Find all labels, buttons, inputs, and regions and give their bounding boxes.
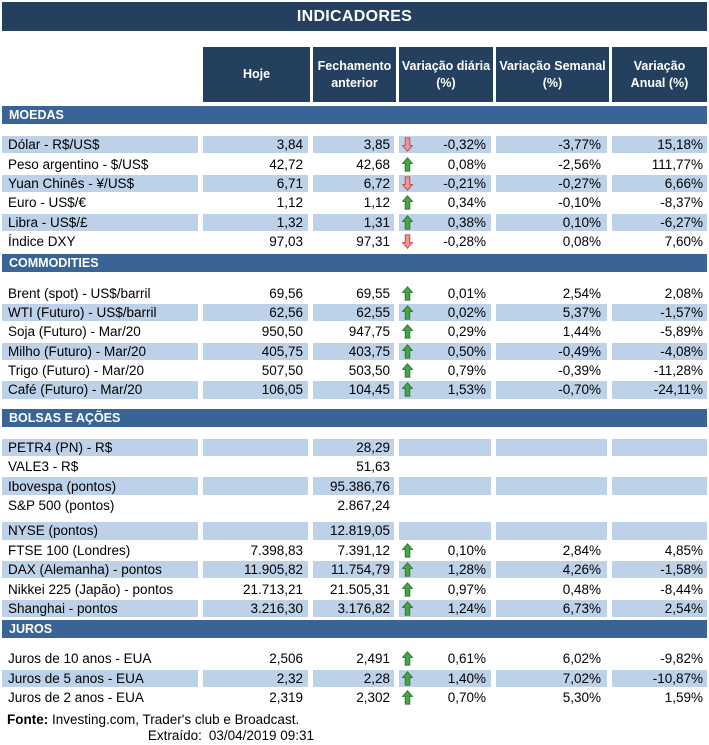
variacao-diaria-value: 0,97% [447, 581, 486, 597]
fechamento-value: 51,63 [313, 458, 399, 475]
report-title: INDICADORES [2, 2, 707, 31]
section-moedas [2, 136, 707, 252]
section-header-commodities: COMMODITIES [2, 254, 707, 272]
variacao-semanal-value: -0,70% [496, 381, 612, 398]
variacao-semanal-value: -0,39% [496, 362, 612, 379]
row-label: FTSE 100 (Londres) [2, 542, 203, 559]
variacao-semanal-value [496, 439, 612, 456]
variacao-anual-value [612, 439, 707, 456]
trend-arrow-icon [402, 690, 414, 706]
variacao-diaria-cell [399, 362, 496, 379]
trend-arrow-icon [402, 601, 414, 617]
row-label: NYSE (pontos) [2, 522, 203, 539]
variacao-diaria-value: 0,08% [447, 156, 486, 172]
row-label: PETR4 (PN) - R$ [2, 439, 203, 456]
variacao-diaria-value: 1,40% [447, 670, 486, 686]
fechamento-value: 503,50 [313, 362, 399, 379]
table-row [2, 343, 707, 362]
variacao-diaria-cell [399, 650, 496, 667]
row-label: Milho (Futuro) - Mar/20 [2, 343, 203, 360]
table-row [2, 323, 707, 342]
trend-arrow-icon [402, 478, 414, 494]
fechamento-value: 21.505,31 [313, 580, 399, 597]
variacao-semanal-value: 2,54% [496, 284, 612, 301]
hoje-value: 405,75 [203, 343, 313, 360]
column-header-variacao-semanal-label: Variação Semanal (%) [499, 59, 606, 90]
variacao-anual-value: 2,08% [664, 285, 703, 301]
variacao-diaria-value: 0,29% [447, 324, 486, 340]
variacao-diaria-cell [399, 304, 496, 321]
variacao-anual-value: -10,87% [612, 670, 707, 687]
hoje-value: 69,56 [203, 284, 313, 301]
fechamento-value: 42,68 [313, 155, 399, 172]
variacao-anual-value: -5,89% [660, 324, 703, 340]
variacao-diaria-cell [399, 670, 496, 687]
fechamento-value: 28,29 [313, 439, 399, 456]
section-header-bolsas-e-acoes: BOLSAS E AÇÕES [2, 409, 707, 427]
fechamento-value: 1,31 [313, 214, 399, 231]
row-label: S&P 500 (pontos) [2, 497, 203, 514]
column-header-variacao-anual-label: Variação Anual (%) [630, 59, 689, 90]
variacao-semanal-value: 0,48% [496, 580, 612, 597]
fechamento-value: 62,55 [313, 304, 399, 321]
table-row [2, 477, 707, 496]
table-row [2, 439, 707, 458]
table-row [2, 650, 707, 669]
variacao-diaria-cell [399, 600, 496, 617]
header-spacer [2, 47, 203, 102]
row-label: Índice DXY [2, 233, 203, 250]
variacao-anual-value: 4,85% [664, 542, 703, 558]
column-header-variacao-diaria-label: Variação diária (%) [401, 59, 491, 90]
variacao-diaria-cell [399, 561, 496, 578]
row-label: VALE3 - R$ [2, 458, 203, 475]
variacao-anual-value: 1,59% [664, 690, 703, 706]
variacao-semanal-value: -3,77% [496, 136, 612, 153]
variacao-anual-value: 2,54% [612, 600, 707, 617]
hoje-value: 1,32 [203, 214, 313, 231]
hoje-value [203, 477, 313, 494]
variacao-anual-value: 7,60% [664, 234, 703, 250]
row-label: Nikkei 225 (Japão) - pontos [2, 580, 203, 597]
section-header-juros: JUROS [2, 620, 707, 638]
variacao-diaria-cell [399, 136, 496, 153]
hoje-value: 507,50 [203, 362, 313, 379]
fechamento-value: 69,55 [313, 284, 399, 301]
variacao-anual-value: -8,37% [660, 195, 703, 211]
table-row [2, 233, 707, 252]
trend-arrow-icon [402, 382, 414, 398]
hoje-value: 2,32 [203, 670, 313, 687]
variacao-diaria-cell [399, 343, 496, 360]
variacao-semanal-value [496, 477, 612, 494]
table-row [2, 136, 707, 155]
row-label: Soja (Futuro) - Mar/20 [2, 323, 203, 340]
column-header-fechamento [313, 47, 399, 102]
column-header-variacao-anual [612, 47, 707, 102]
fechamento-value: 2.867,24 [313, 497, 399, 514]
source-label: Fonte: [7, 712, 49, 728]
variacao-diaria-cell [399, 381, 496, 398]
table-row [2, 194, 707, 213]
column-header-variacao-semanal [496, 47, 612, 102]
trend-arrow-icon [402, 156, 414, 172]
variacao-diaria-value: 0,61% [447, 651, 486, 667]
variacao-semanal-value [496, 458, 612, 475]
hoje-value [203, 439, 313, 456]
variacao-semanal-value: 0,10% [496, 214, 612, 231]
variacao-anual-value [612, 497, 707, 514]
column-header-variacao-diaria [399, 47, 496, 102]
variacao-diaria-cell [399, 542, 496, 559]
variacao-diaria-cell [399, 477, 496, 494]
variacao-anual-value: -9,82% [660, 651, 703, 667]
table-row [2, 155, 707, 174]
variacao-anual-value: -1,57% [612, 304, 707, 321]
variacao-diaria-cell [399, 323, 496, 340]
variacao-anual-value: 111,77% [651, 156, 703, 172]
hoje-value: 1,12 [203, 194, 313, 211]
table-row [2, 175, 707, 194]
row-label: DAX (Alemanha) - pontos [2, 561, 203, 578]
table-row [2, 284, 707, 303]
fechamento-value: 12.819,05 [313, 522, 399, 539]
section-juros [2, 650, 707, 708]
variacao-semanal-value: 5,30% [496, 689, 612, 706]
footer [2, 712, 707, 743]
row-label: Ibovespa (pontos) [2, 477, 203, 494]
row-label: Euro - US$/€ [2, 194, 203, 211]
variacao-anual-value [612, 458, 707, 475]
fechamento-value: 7.391,12 [313, 542, 399, 559]
hoje-value: 6,71 [203, 175, 313, 192]
variacao-diaria-value: 0,01% [447, 285, 486, 301]
trend-arrow-icon [402, 363, 414, 379]
variacao-diaria-value: 0,38% [447, 214, 486, 230]
trend-arrow-icon [402, 498, 414, 514]
source-text: Investing.com, Trader's club e Broadcast. [48, 712, 300, 728]
row-label: Peso argentino - $/US$ [2, 155, 203, 172]
table-row [2, 497, 707, 516]
trend-arrow-icon [402, 175, 414, 191]
fechamento-value: 947,75 [313, 323, 399, 340]
variacao-anual-value: 15,18% [612, 136, 707, 153]
variacao-diaria-value: 0,70% [447, 690, 486, 706]
hoje-value: 3,84 [203, 136, 313, 153]
table-row [2, 689, 707, 708]
hoje-value [203, 522, 313, 539]
variacao-anual-value [612, 477, 707, 494]
variacao-diaria-value: 0,79% [447, 363, 486, 379]
variacao-diaria-value: 0,02% [447, 304, 486, 320]
variacao-semanal-value [496, 522, 612, 539]
variacao-diaria-cell [399, 194, 496, 211]
variacao-anual-value: -8,44% [660, 581, 703, 597]
hoje-value: 7.398,83 [203, 542, 313, 559]
variacao-anual-value: -1,58% [612, 561, 707, 578]
variacao-semanal-value [496, 497, 612, 514]
variacao-anual-value [612, 522, 707, 539]
variacao-anual-value: -24,11% [612, 381, 707, 398]
extracted-timestamp: 03/04/2019 09:31 [208, 728, 314, 744]
trend-arrow-icon [402, 285, 414, 301]
variacao-semanal-value: 2,84% [496, 542, 612, 559]
variacao-diaria-cell [399, 689, 496, 706]
variacao-diaria-cell [399, 580, 496, 597]
row-label: Dólar - R$/US$ [2, 136, 203, 153]
column-header-row [2, 47, 707, 102]
variacao-semanal-value: -0,49% [496, 343, 612, 360]
fechamento-value: 95.386,76 [313, 477, 399, 494]
variacao-semanal-value: 6,73% [496, 600, 612, 617]
trend-arrow-icon [402, 459, 414, 475]
section-bolsas-e-acoes [2, 439, 707, 620]
column-header-hoje [203, 47, 313, 102]
hoje-value: 950,50 [203, 323, 313, 340]
trend-arrow-icon [402, 581, 414, 597]
column-header-fechamento-label: Fechamento anterior [317, 59, 392, 90]
variacao-diaria-value: 1,24% [447, 601, 486, 616]
hoje-value: 2,506 [203, 650, 313, 667]
hoje-value: 3.216,30 [203, 600, 313, 617]
row-label: Juros de 2 anos - EUA [2, 689, 203, 706]
hoje-value: 42,72 [203, 155, 313, 172]
trend-arrow-icon [402, 214, 414, 230]
variacao-semanal-value: 6,02% [496, 650, 612, 667]
hoje-value [203, 458, 313, 475]
section-header-moedas: MOEDAS [2, 106, 707, 124]
variacao-diaria-cell [399, 497, 496, 514]
row-label: Yuan Chinês - ¥/US$ [2, 175, 203, 192]
table-row [2, 580, 707, 599]
hoje-value [203, 497, 313, 514]
table-row [2, 381, 707, 400]
table-row [2, 600, 707, 619]
variacao-diaria-cell [399, 233, 496, 250]
trend-arrow-icon [402, 439, 414, 455]
fechamento-value: 3.176,82 [313, 600, 399, 617]
hoje-value: 62,56 [203, 304, 313, 321]
fechamento-value: 104,45 [313, 381, 399, 398]
hoje-value: 21.713,21 [203, 580, 313, 597]
fechamento-value: 2,491 [313, 650, 399, 667]
variacao-semanal-value: 7,02% [496, 670, 612, 687]
hoje-value: 97,03 [203, 233, 313, 250]
column-header-hoje-label: Hoje [242, 67, 271, 82]
fechamento-value: 11.754,79 [313, 561, 399, 578]
trend-arrow-icon [402, 651, 414, 667]
variacao-diaria-cell [399, 522, 496, 539]
variacao-anual-value: -4,08% [612, 343, 707, 360]
fechamento-value: 1,12 [313, 194, 399, 211]
variacao-diaria-value: -0,28% [443, 234, 486, 250]
hoje-value: 2,319 [203, 689, 313, 706]
table-row [2, 458, 707, 477]
row-label: Libra - US$/£ [2, 214, 203, 231]
variacao-diaria-value: 0,34% [447, 195, 486, 211]
trend-arrow-icon [402, 195, 414, 211]
table-row [2, 561, 707, 580]
section-commodities [2, 284, 707, 400]
row-label: Juros de 10 anos - EUA [2, 650, 203, 667]
variacao-semanal-value: 5,37% [496, 304, 612, 321]
variacao-diaria-value: -0,32% [443, 137, 486, 153]
trend-arrow-icon [402, 324, 414, 340]
variacao-diaria-cell [399, 284, 496, 301]
variacao-anual-value: -6,27% [612, 214, 707, 231]
hoje-value: 11.905,82 [203, 561, 313, 578]
trend-arrow-icon [402, 542, 414, 558]
variacao-anual-value: 6,66% [612, 175, 707, 192]
row-label: Trigo (Futuro) - Mar/20 [2, 362, 203, 379]
variacao-semanal-value: 4,26% [496, 561, 612, 578]
variacao-semanal-value: 0,08% [496, 233, 612, 250]
fechamento-value: 6,72 [313, 175, 399, 192]
variacao-diaria-cell [399, 214, 496, 231]
row-label: Shanghai - pontos [2, 600, 203, 617]
fechamento-value: 2,28 [313, 670, 399, 687]
source-line [2, 712, 707, 727]
fechamento-value: 403,75 [313, 343, 399, 360]
variacao-diaria-value: 1,53% [447, 382, 486, 398]
variacao-diaria-value: 0,50% [447, 343, 486, 359]
variacao-diaria-cell [399, 439, 496, 456]
variacao-diaria-cell [399, 175, 496, 192]
row-label: Juros de 5 anos - EUA [2, 670, 203, 687]
trend-arrow-icon [402, 137, 414, 153]
trend-arrow-icon [402, 234, 414, 250]
variacao-semanal-value: 1,44% [496, 323, 612, 340]
table-row [2, 304, 707, 323]
variacao-diaria-value: 1,28% [447, 562, 486, 578]
row-label: WTI (Futuro) - US$/barril [2, 304, 203, 321]
table-row [2, 362, 707, 381]
trend-arrow-icon [402, 523, 414, 539]
table-row [2, 214, 707, 233]
row-label: Café (Futuro) - Mar/20 [2, 381, 203, 398]
fechamento-value: 2,302 [313, 689, 399, 706]
fechamento-value: 3,85 [313, 136, 399, 153]
table-row [2, 542, 707, 561]
trend-arrow-icon [402, 304, 414, 320]
variacao-diaria-value: 0,10% [447, 542, 486, 558]
trend-arrow-icon [402, 562, 414, 578]
table-row [2, 522, 707, 541]
variacao-semanal-value: -0,10% [496, 194, 612, 211]
fechamento-value: 97,31 [313, 233, 399, 250]
extracted-label: Extraído: [147, 728, 202, 744]
trend-arrow-icon [402, 670, 414, 686]
hoje-value: 106,05 [203, 381, 313, 398]
variacao-diaria-value: -0,21% [443, 175, 486, 191]
trend-arrow-icon [402, 343, 414, 359]
table-row [2, 670, 707, 689]
variacao-diaria-cell [399, 458, 496, 475]
variacao-semanal-value: -0,27% [496, 175, 612, 192]
variacao-semanal-value: -2,56% [496, 155, 612, 172]
row-label: Brent (spot) - US$/barril [2, 284, 203, 301]
variacao-anual-value: -11,28% [653, 363, 703, 379]
extracted-line [2, 728, 314, 743]
variacao-diaria-cell [399, 155, 496, 172]
